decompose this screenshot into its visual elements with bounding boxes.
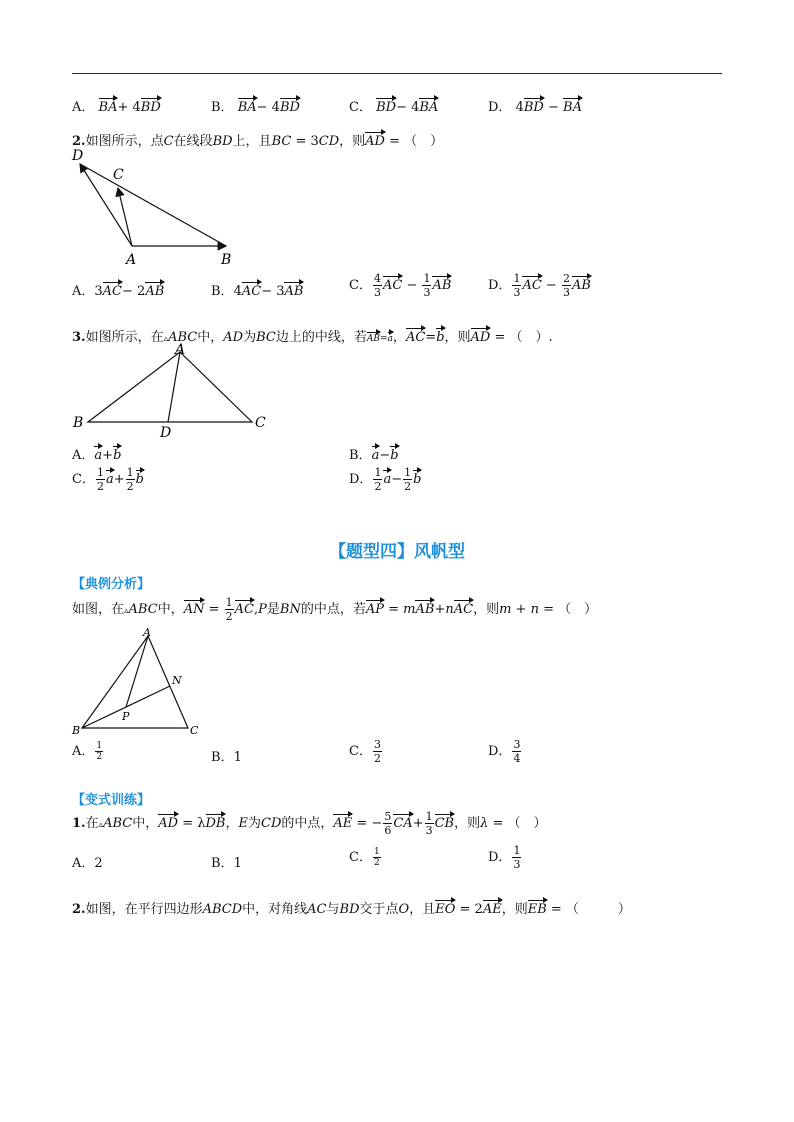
vector-bd: BD xyxy=(141,97,161,115)
segment-ad xyxy=(80,164,132,246)
header-rule xyxy=(72,73,722,74)
option-label: C． xyxy=(349,100,372,115)
question-number: 2. xyxy=(72,134,86,149)
example-stem: 如图，在▵ABC中，AN = $\frac{1}{2}$ AC,P是BN的中点，若AP = mAB+nAC，则m + n = （ ） xyxy=(72,596,598,623)
q1-option-d[interactable] xyxy=(488,96,582,115)
label-a: A xyxy=(143,626,151,639)
option-label: B． xyxy=(211,100,234,115)
vector-ba: BA xyxy=(563,97,582,115)
label-p: P xyxy=(122,710,130,723)
label-b: B xyxy=(73,415,84,431)
vector-ad: AD xyxy=(365,131,385,149)
example-option-d[interactable]: D． $\frac{3}{4}$ xyxy=(488,738,521,765)
label-a: A xyxy=(126,252,137,268)
example-figure xyxy=(68,624,208,736)
q2-option-b[interactable]: B．4AC− 3AB xyxy=(211,280,303,299)
q2-stem: 2.如图所示，点C在线段BD上，且BC = 3CD，则AD = （ ） xyxy=(72,130,443,149)
q2-option-a[interactable]: A．3AC− 2AB xyxy=(72,280,164,299)
practice1-option-c[interactable]: C． $\frac{1}{2}$ xyxy=(349,847,380,868)
practice1-option-d[interactable]: D． $\frac{1}{3}$ xyxy=(488,844,521,871)
practice-heading: 【变式训练】 xyxy=(72,793,151,808)
question-number: 3. xyxy=(72,330,86,345)
practice1-option-b[interactable]: B．1 xyxy=(211,856,242,871)
q2-option-d[interactable]: D． $\frac{1}{3}$ AC − $\frac{2}{3}$ AB xyxy=(488,272,591,299)
practice2-stem: 2.如图，在平行四边形ABCD中，对角线AC与BD交于点O，且EO = 2AE，则EB = （ ） xyxy=(72,898,631,917)
practice1-option-a[interactable]: A．2 xyxy=(72,856,103,871)
example-option-b[interactable]: B．1 xyxy=(211,750,242,765)
label-d: D xyxy=(72,148,84,164)
q3-stem: 3.如图所示，在▵ABC中，AD为BC边上的中线，若AB=a，AC=b，则AD = （ ）. xyxy=(72,326,553,345)
label-c: C xyxy=(255,415,266,431)
question-number: 1. xyxy=(72,816,86,831)
label-c: C xyxy=(190,724,199,736)
q3-option-c[interactable]: C． $\frac{1}{2}$ a+ $\frac{1}{2}$ b xyxy=(72,466,144,493)
vector-ba: BA xyxy=(238,97,257,115)
vector-bd: BD xyxy=(376,97,396,115)
segment-db xyxy=(80,164,226,246)
section-title: 【题型四】风帆型 xyxy=(329,542,465,562)
q1-option-a[interactable] xyxy=(72,96,161,115)
vector-bd: BD xyxy=(280,97,300,115)
q3-figure xyxy=(70,342,270,440)
vector-ba: BA xyxy=(419,97,438,115)
q2-option-c[interactable]: C． $\frac{4}{3}$ AC − $\frac{1}{3}$ AB xyxy=(349,272,452,299)
q2-figure xyxy=(68,148,238,270)
example-option-c[interactable]: C． $\frac{3}{2}$ xyxy=(349,738,381,765)
option-label: D． xyxy=(488,100,512,115)
label-d: D xyxy=(160,425,172,440)
example-option-a[interactable]: A． $\frac{1}{2}$ xyxy=(72,741,103,762)
segment-ac xyxy=(118,188,132,246)
vector-bd: BD xyxy=(524,97,544,115)
label-c: C xyxy=(113,167,124,183)
operator: − xyxy=(547,100,559,115)
q3-option-d[interactable]: D． $\frac{1}{2}$ a− $\frac{1}{2}$ b xyxy=(349,466,422,493)
label-b: B xyxy=(221,252,232,268)
q3-option-a[interactable]: A．a+b xyxy=(72,444,121,463)
label-b: B xyxy=(72,724,81,736)
median-ad xyxy=(168,352,180,422)
coefficient: 4 xyxy=(515,100,524,115)
operator: − 4 xyxy=(396,100,420,115)
practice1-stem: 1.在▵ABC中，AD = λDB，E为CD的中点，AE = − $\frac{5}{6}$ CA+ $\frac{1}{3}$ CB，则λ = （ ） xyxy=(72,810,547,837)
q3-option-b[interactable]: B．a−b xyxy=(349,444,399,463)
operator: − 4 xyxy=(256,100,280,115)
option-label: A． xyxy=(72,100,95,115)
operator: + 4 xyxy=(117,100,141,115)
label-n: N xyxy=(172,674,182,687)
example-heading: 【典例分析】 xyxy=(72,577,151,592)
q1-option-b[interactable] xyxy=(211,96,300,115)
label-a: A xyxy=(175,342,186,358)
segment-ap xyxy=(126,636,148,707)
question-number: 2. xyxy=(72,902,86,917)
q1-option-c[interactable] xyxy=(349,96,438,115)
vector-ba: BA xyxy=(99,97,118,115)
